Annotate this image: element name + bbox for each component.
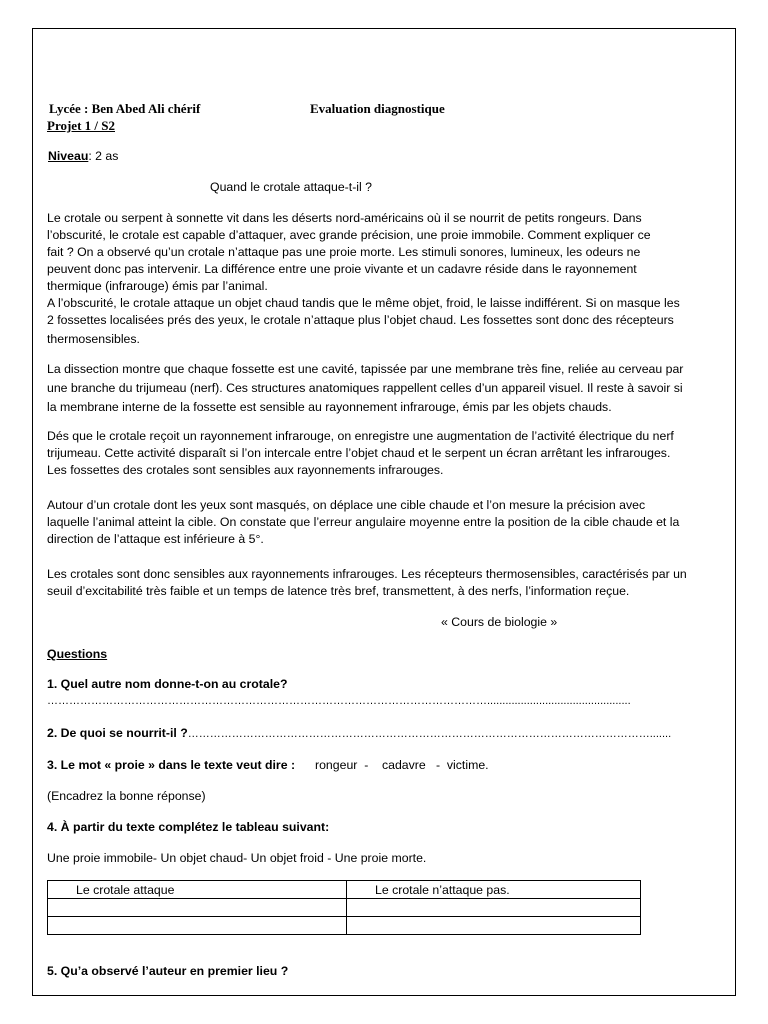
text-line: fait ? On a observé qu’un crotale n’attaque pas une proie morte. Les stimuli sonores, lumineux, les odeurs ne xyxy=(47,245,641,259)
text-line: La dissection montre que chaque fossette est une cavité, tapissée par une membrane très fine, reliée au cerveau par xyxy=(47,362,684,376)
text-line: Le crotale ou serpent à sonnette vit dans les déserts nord-américains où il se nourrit de petits rongeurs. Dans xyxy=(47,211,642,225)
text-title: Quand le crotale attaque-t-il ? xyxy=(210,180,373,194)
question-4: 4. À partir du texte complétez le tableau suivant: xyxy=(47,820,330,834)
table-header-row xyxy=(48,881,641,899)
question-4-items: Une proie immobile- Un objet chaud- Un objet froid - Une proie morte. xyxy=(47,851,427,865)
text-line: Autour d’un crotale dont les yeux sont masqués, on déplace une cible chaude et l’on mesure la précision avec xyxy=(47,498,646,512)
evaluation-title: Evaluation diagnostique xyxy=(310,101,445,116)
niveau-value: : 2 as xyxy=(88,149,119,163)
text-line: thermosensibles. xyxy=(47,332,140,346)
question-3-note: (Encadrez la bonne réponse) xyxy=(47,789,206,803)
niveau-line xyxy=(48,149,118,163)
paragraph-3 xyxy=(47,428,727,479)
text-line: thermique (infrarouge) émis par l’animal. xyxy=(47,279,268,293)
table-cell[interactable] xyxy=(48,899,347,917)
table-cell[interactable] xyxy=(48,917,347,935)
text-line: laquelle l’animal atteint la cible. On constate que l’erreur angulaire moyenne entre la position de la cible chaude et la xyxy=(47,515,680,529)
text-line: la membrane interne de la fossette est sensible au rayonnement infrarouge, émis par les objets chauds. xyxy=(47,400,612,414)
text-line: Dés que le crotale reçoit un rayonnement infrarouge, on enregistre une augmentation de l’activité électrique du nerf xyxy=(47,429,674,443)
text-line: A l’obscurité, le crotale attaque un objet chaud tandis que le même objet, froid, le laisse indifférent. Si on masque les xyxy=(47,296,680,310)
text-line: Les crotales sont donc sensibles aux rayonnements infrarouges. Les récepteurs thermosensibles, caractérisés par un xyxy=(47,567,687,581)
table-header-cell: Le crotale attaque xyxy=(48,881,347,899)
source-citation: « Cours de biologie » xyxy=(441,615,558,629)
niveau-label: Niveau xyxy=(48,149,89,163)
answer-line-2: ………………………………………………………………………………………………………………....... xyxy=(187,728,672,740)
question-2: 2. De quoi se nourrit-il ? xyxy=(47,726,188,740)
question-3-options: rongeur - cadavre - victime. xyxy=(315,758,489,772)
document-page xyxy=(32,28,736,996)
text-line: direction de l’attaque est inférieure à 5°. xyxy=(47,532,264,546)
question-5: 5. Qu’a observé l’auteur en premier lieu ? xyxy=(47,964,289,978)
table-header-cell: Le crotale n’attaque pas. xyxy=(347,881,641,899)
text-line: l’obscurité, le crotale est capable d’attaquer, avec grande précision, une proie immobile. Comment expliquer ce xyxy=(47,228,651,242)
table-row xyxy=(48,899,641,917)
question-3: 3. Le mot « proie » dans le texte veut dire : xyxy=(47,758,296,772)
project-label: Projet 1 / S2 xyxy=(47,118,115,133)
question-1: 1. Quel autre nom donne-t-on au crotale? xyxy=(47,677,288,691)
table-cell[interactable] xyxy=(347,917,641,935)
table-cell[interactable] xyxy=(347,899,641,917)
text-line: une branche du trijumeau (nerf). Ces structures anatomiques rappellent celles d’un appareil visuel. Il reste à savoir si xyxy=(47,381,683,395)
text-line: Les fossettes des crotales sont sensibles aux rayonnements infrarouges. xyxy=(47,463,444,477)
text-line: trijumeau. Cette activité disparaît si l’on intercale entre l’objet chaud et le serpent un écran arrêtant les infrarouges. xyxy=(47,446,671,460)
question-2-line xyxy=(47,726,671,740)
questions-heading: Questions xyxy=(47,647,108,661)
table-row xyxy=(48,917,641,935)
paragraph-5 xyxy=(47,566,727,600)
answer-table xyxy=(47,880,641,935)
paragraph-4 xyxy=(47,497,727,548)
paragraph-1 xyxy=(47,210,727,348)
text-line: seuil d’excitabilité très faible et un temps de latence très bref, transmettent, à des nerfs, l’information reçue. xyxy=(47,584,630,598)
school-name: Lycée : Ben Abed Ali chérif xyxy=(49,101,201,116)
answer-line-1: …………………………………………………………………………………………………………............................................... xyxy=(47,695,631,707)
text-line: peuvent donc pas intervenir. La différence entre une proie vivante et un cadavre réside dans le rayonnement xyxy=(47,262,637,276)
text-line: 2 fossettes localisées prés des yeux, le crotale n’attaque plus l’objet chaud. Les fossettes sont donc des récepteurs xyxy=(47,313,674,327)
paragraph-2 xyxy=(47,360,727,417)
